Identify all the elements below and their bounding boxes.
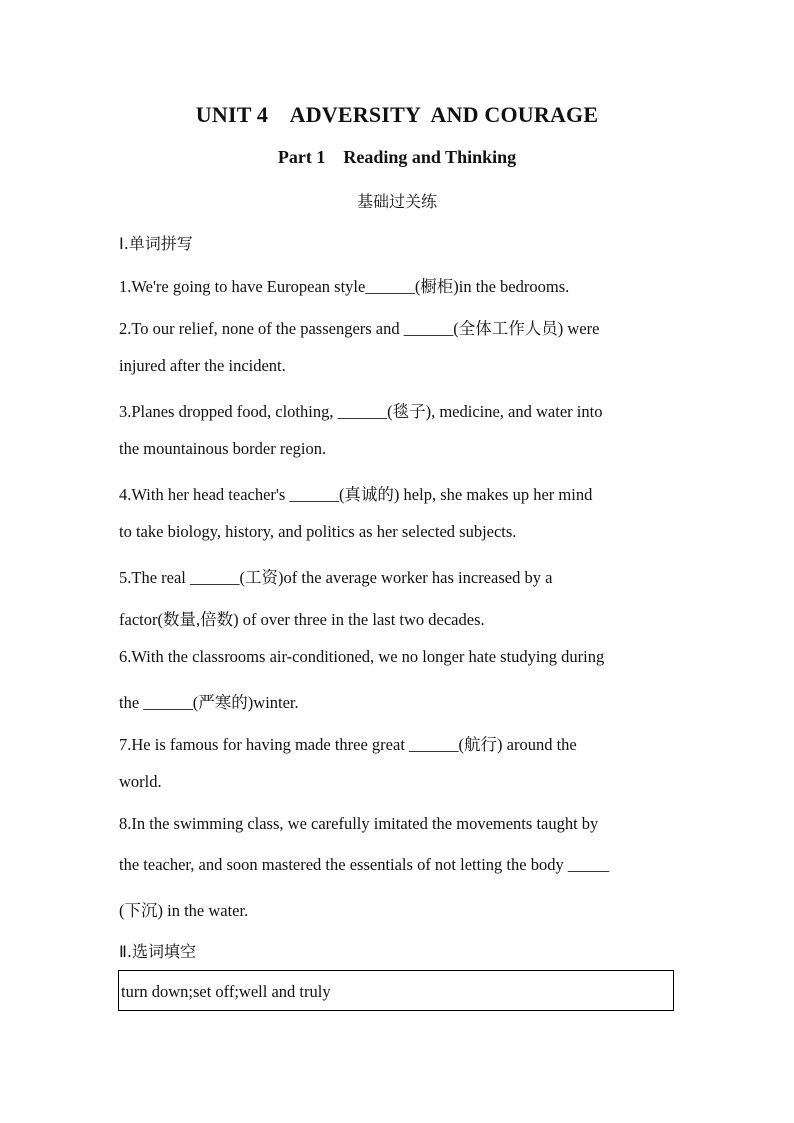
question-line: 6.With the classrooms air-conditioned, we no longer hate studying during (119, 647, 605, 666)
question-line: injured after the incident. (119, 356, 286, 375)
question-line: 1.We're going to have European style______(橱柜)in the bedrooms. (119, 277, 570, 296)
unit-title: UNIT 4 ADVERSITY AND COURAGE (195, 102, 599, 127)
question-line: to take biology, history, and politics as her selected subjects. (119, 522, 517, 541)
question-line: the teacher, and soon mastered the essentials of not letting the body _____ (119, 855, 610, 874)
question-line: 4.With her head teacher's ______(真诚的) help, she makes up her mind (119, 485, 593, 504)
word-bank-box (118, 970, 674, 1011)
exercise-label: 基础过关练 (356, 192, 437, 211)
question-line: 2.To our relief, none of the passengers and ______(全体工作人员) were (119, 319, 600, 338)
question-line: 3.Planes dropped food, clothing, ______(毯子), medicine, and water into (119, 402, 603, 421)
question-line: (下沉) in the water. (119, 901, 249, 920)
section-heading-fill-in: Ⅱ.选词填空 (119, 942, 196, 961)
part-subtitle: Part 1 Reading and Thinking (277, 147, 517, 167)
question-line: 7.He is famous for having made three great ______(航行) around the (119, 735, 577, 754)
section-heading-spelling: Ⅰ.单词拼写 (119, 234, 193, 253)
word-bank-text: turn down;set off;well and truly (121, 982, 331, 1001)
question-line: 8.In the swimming class, we carefully imitated the movements taught by (119, 814, 599, 833)
question-line: factor(数量,倍数) of over three in the last two decades. (119, 610, 485, 629)
question-line: the mountainous border region. (119, 439, 327, 458)
question-line: world. (119, 772, 162, 791)
question-line: the ______(严寒的)winter. (119, 693, 299, 712)
question-line: 5.The real ______(工资)of the average worker has increased by a (119, 568, 553, 587)
